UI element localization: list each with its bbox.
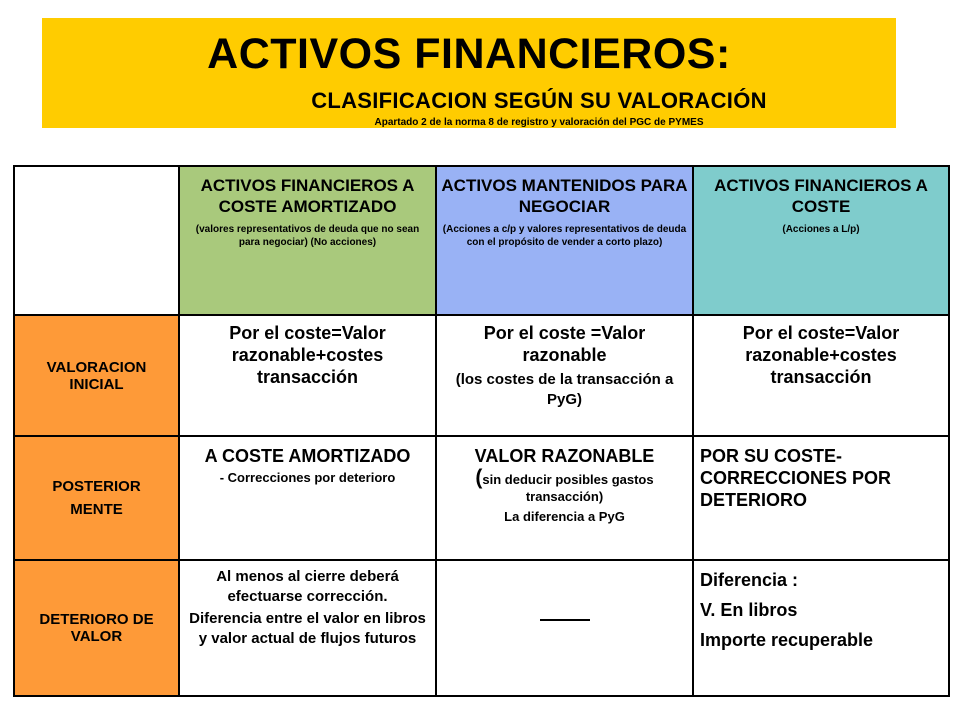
cell — [179, 560, 436, 696]
row-valoracion-inicial — [14, 315, 949, 436]
row-label — [14, 436, 179, 560]
cell — [693, 436, 949, 560]
cell-subtext: sin deducir posibles gastos transacción) — [482, 472, 654, 504]
cell-subtext: (los costes de la transacción a PyG) — [455, 371, 674, 408]
column-title: ACTIVOS FINANCIEROS A COSTE AMORTIZADO — [200, 176, 415, 216]
row-label-text: VALORACION INICIAL — [46, 358, 147, 393]
column-description: (Acciones a L/p) — [782, 224, 860, 235]
corner-cell — [14, 166, 179, 315]
header-coste-amortizado — [179, 166, 436, 315]
row-label-text: POSTERIOR — [52, 478, 141, 495]
dash-line — [540, 619, 590, 621]
row-label-text: MENTE — [70, 501, 123, 518]
row-label — [14, 315, 179, 436]
cell-text: V. En libros — [700, 600, 798, 620]
cell — [436, 436, 693, 560]
header-mantenidos-negociar — [436, 166, 693, 315]
row-label — [14, 560, 179, 696]
cell — [436, 315, 693, 436]
main-title: ACTIVOS FINANCIEROS: — [207, 30, 731, 78]
source-note: Apartado 2 de la norma 8 de registro y valoración del PGC de PYMES — [374, 117, 704, 128]
cell-text: Por el coste=Valor razonable+costes transacción — [229, 323, 386, 387]
column-title: ACTIVOS MANTENIDOS PARA NEGOCIAR — [441, 176, 688, 216]
column-title: ACTIVOS FINANCIEROS A COSTE — [714, 176, 928, 216]
column-description: (Acciones a c/p y valores representativos de deuda con el propósito de vender a corto plazo) — [442, 224, 687, 248]
cell — [693, 315, 949, 436]
cell-text: VALOR RAZONABLE — [474, 446, 655, 466]
cell-text: A COSTE AMORTIZADO — [204, 446, 411, 466]
row-posteriormente — [14, 436, 949, 560]
cell-text: ( — [475, 466, 483, 489]
cell — [693, 560, 949, 696]
classification-table — [13, 165, 950, 697]
column-description: (valores representativos de deuda que no sean para negociar) (No acciones) — [195, 224, 420, 248]
cell-text: Por el coste =Valor razonable — [483, 323, 646, 365]
cell — [436, 560, 693, 696]
cell-subtext: - Correcciones por deterioro — [219, 470, 396, 485]
cell-text: Diferencia : — [700, 570, 799, 590]
row-deterioro — [14, 560, 949, 696]
cell-text: Importe recuperable — [700, 630, 874, 650]
header-a-coste — [693, 166, 949, 315]
cell-subtext: Diferencia entre el valor en libros y valor actual de flujos futuros — [189, 610, 426, 647]
cell-text: POR SU COSTE- CORRECCIONES POR DETERIORO — [700, 446, 892, 510]
subtitle: CLASIFICACION SEGÚN SU VALORACIÓN — [311, 88, 767, 113]
cell — [179, 315, 436, 436]
title-banner — [42, 18, 896, 128]
header-row — [14, 166, 949, 315]
cell-text: Por el coste=Valor razonable+costes transacción — [742, 323, 900, 387]
row-label-text: DETERIORO DE VALOR — [39, 611, 154, 645]
cell-text: Al menos al cierre deberá efectuarse corrección. — [216, 568, 399, 605]
cell-subtext: La diferencia a PyG — [504, 509, 625, 524]
cell — [179, 436, 436, 560]
